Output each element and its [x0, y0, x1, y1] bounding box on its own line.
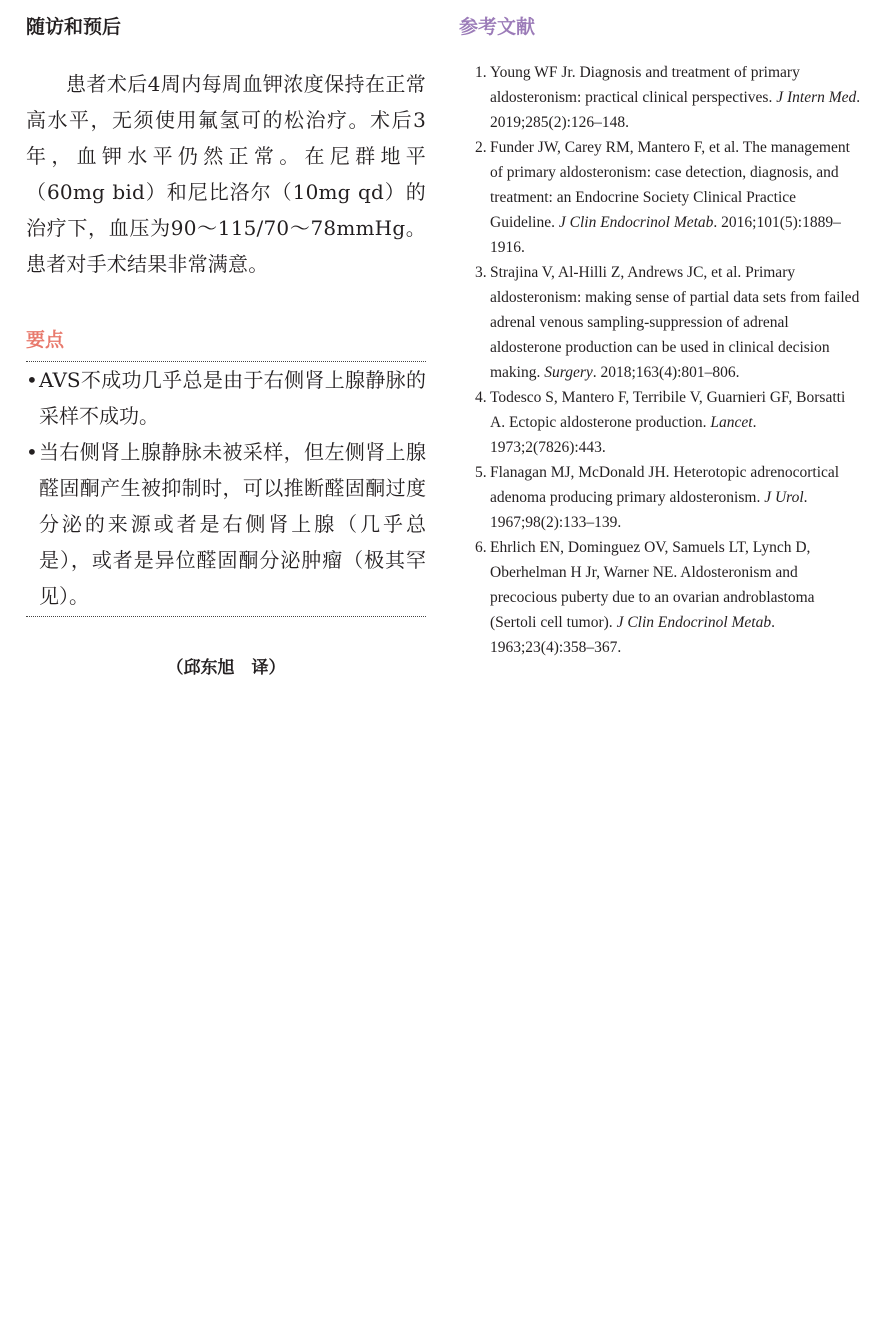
right-column — [459, 14, 861, 660]
follow-up-paragraph: 患者术后4周内每周血钾浓度保持在正常高水平，无须使用氟氢可的松治疗。术后3年，血钾水平仍然正常。在尼群地平（60mg bid）和尼比洛尔（10mg qd）的治疗下，血压为90～115/70～78mmHg。患者对手术结果非常满意。 — [26, 72, 426, 276]
reference-item — [459, 60, 861, 135]
reference-citation: . 1973;2(7826):443. — [490, 414, 757, 456]
reference-item — [459, 385, 861, 460]
reference-text: Todesco S, Mantero F, Terribile V, Guarnieri GF, Borsatti A. Ectopic aldosterone production. — [490, 389, 846, 431]
bullet-icon: • — [26, 440, 38, 464]
reference-citation: . 2016;101(5):1889–1916. — [490, 214, 841, 256]
reference-journal: J Clin Endocrinol Metab — [616, 614, 772, 631]
reference-item — [459, 135, 861, 260]
references-list — [459, 60, 861, 660]
reference-text: Funder JW, Carey RM, Mantero F, et al. The management of primary aldosteronism: case detection, diagnosis, and treatment: an Endocrine Society Clinical Practice Guideline. — [490, 139, 850, 231]
reference-number: 3. — [475, 264, 487, 281]
reference-item — [459, 260, 861, 385]
key-points-heading: 要点 — [26, 329, 65, 351]
key-point-item — [26, 434, 426, 614]
reference-item — [459, 460, 861, 535]
reference-item — [459, 535, 861, 660]
reference-number: 4. — [475, 389, 487, 406]
key-points-box — [26, 361, 426, 617]
reference-number: 5. — [475, 464, 487, 481]
translator-credit: （邱东旭 译） — [166, 658, 286, 678]
reference-text: Strajina V, Al-Hilli Z, Andrews JC, et al. Primary aldosteronism: making sense of partial data sets from failed adrenal venous sampling-suppression of adrenal aldosterone production can be used in clinical decision making. — [490, 264, 860, 381]
reference-citation: . 1967;98(2):133–139. — [490, 489, 808, 531]
key-point-item — [26, 362, 426, 434]
reference-citation: . 2019;285(2):126–148. — [490, 89, 861, 131]
reference-number: 2. — [475, 139, 487, 156]
references-heading: 参考文献 — [459, 16, 536, 38]
key-point-text: 当右侧肾上腺静脉未被采样，但左侧肾上腺醛固酮产生被抑制时，可以推断醛固酮过度分泌的来源或者是右侧肾上腺（几乎总是），或者是异位醛固酮分泌肿瘤（极其罕见）。 — [39, 440, 426, 608]
left-column — [26, 14, 426, 681]
reference-citation: . 1963;23(4):358–367. — [490, 614, 775, 656]
reference-journal: Surgery — [544, 364, 593, 381]
reference-journal: J Clin Endocrinol Metab — [558, 214, 714, 231]
reference-number: 6. — [475, 539, 487, 556]
reference-journal: J Urol — [764, 489, 804, 506]
reference-text: Flanagan MJ, McDonald JH. Heterotopic adrenocortical adenoma producing primary aldosteronism. — [490, 464, 840, 506]
reference-journal: Lancet — [710, 414, 753, 431]
reference-text: Young WF Jr. Diagnosis and treatment of primary aldosteronism: practical clinical perspectives. — [490, 64, 800, 106]
reference-journal: J Intern Med — [776, 89, 857, 106]
follow-up-heading: 随访和预后 — [26, 16, 122, 38]
key-point-text: AVS不成功几乎总是由于右侧肾上腺静脉的采样不成功。 — [39, 368, 426, 428]
reference-text: Ehrlich EN, Dominguez OV, Samuels LT, Lynch D, Oberhelman H Jr, Warner NE. Aldosteronism and precocious puberty due to an ovarian androblastoma (Sertoli cell tumor). — [490, 539, 815, 631]
reference-number: 1. — [475, 64, 487, 81]
key-points-list — [26, 362, 426, 614]
bullet-icon: • — [26, 368, 38, 392]
reference-citation: . 2018;163(4):801–806. — [592, 364, 740, 381]
